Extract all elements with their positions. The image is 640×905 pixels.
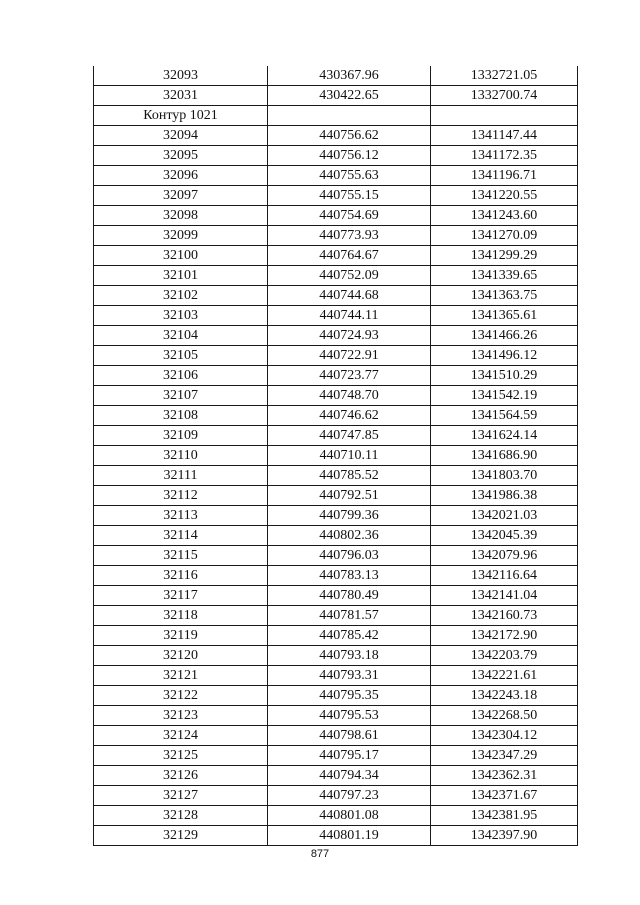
table-row: [94, 166, 578, 186]
table-row: [94, 786, 578, 806]
y-coordinate-cell: [431, 106, 578, 126]
point-number-cell: 32117: [94, 586, 268, 606]
x-coordinate-cell: 440710.11: [268, 446, 431, 466]
table-row: [94, 606, 578, 626]
y-coordinate-cell: 1342362.31: [431, 766, 578, 786]
x-coordinate-cell: 440756.62: [268, 126, 431, 146]
x-coordinate-cell: 440783.13: [268, 566, 431, 586]
table-row: [94, 566, 578, 586]
y-coordinate-cell: 1341339.65: [431, 266, 578, 286]
y-coordinate-cell: 1341220.55: [431, 186, 578, 206]
table-row: [94, 246, 578, 266]
x-coordinate-cell: 440722.91: [268, 346, 431, 366]
table-row: [94, 266, 578, 286]
x-coordinate-cell: 440764.67: [268, 246, 431, 266]
x-coordinate-cell: 440746.62: [268, 406, 431, 426]
x-coordinate-cell: 440795.53: [268, 706, 431, 726]
y-coordinate-cell: 1342045.39: [431, 526, 578, 546]
x-coordinate-cell: 440801.08: [268, 806, 431, 826]
point-number-cell: 32108: [94, 406, 268, 426]
point-number-cell: Контур 1021: [94, 106, 268, 126]
point-number-cell: 32126: [94, 766, 268, 786]
y-coordinate-cell: 1341624.14: [431, 426, 578, 446]
y-coordinate-cell: 1341803.70: [431, 466, 578, 486]
table-row: [94, 226, 578, 246]
table-row: [94, 446, 578, 466]
table-row: [94, 586, 578, 606]
x-coordinate-cell: 440781.57: [268, 606, 431, 626]
point-number-cell: 32121: [94, 666, 268, 686]
x-coordinate-cell: 440756.12: [268, 146, 431, 166]
y-coordinate-cell: 1342160.73: [431, 606, 578, 626]
point-number-cell: 32129: [94, 826, 268, 846]
point-number-cell: 32128: [94, 806, 268, 826]
x-coordinate-cell: 440801.19: [268, 826, 431, 846]
y-coordinate-cell: 1342221.61: [431, 666, 578, 686]
x-coordinate-cell: 440723.77: [268, 366, 431, 386]
x-coordinate-cell: [268, 106, 431, 126]
table-row: [94, 466, 578, 486]
x-coordinate-cell: 440799.36: [268, 506, 431, 526]
table-row: [94, 406, 578, 426]
point-number-cell: 32112: [94, 486, 268, 506]
table-row: [94, 666, 578, 686]
table-row: [94, 146, 578, 166]
table-row: [94, 326, 578, 346]
point-number-cell: 32102: [94, 286, 268, 306]
y-coordinate-cell: 1341510.29: [431, 366, 578, 386]
point-number-cell: 32116: [94, 566, 268, 586]
y-coordinate-cell: 1342397.90: [431, 826, 578, 846]
y-coordinate-cell: 1341243.60: [431, 206, 578, 226]
y-coordinate-cell: 1342304.12: [431, 726, 578, 746]
table-row: [94, 546, 578, 566]
x-coordinate-cell: 440755.63: [268, 166, 431, 186]
x-coordinate-cell: 440797.23: [268, 786, 431, 806]
y-coordinate-cell: 1342021.03: [431, 506, 578, 526]
y-coordinate-cell: 1341986.38: [431, 486, 578, 506]
point-number-cell: 32113: [94, 506, 268, 526]
point-number-cell: 32123: [94, 706, 268, 726]
point-number-cell: 32103: [94, 306, 268, 326]
coordinates-table: [93, 66, 578, 846]
y-coordinate-cell: 1341299.29: [431, 246, 578, 266]
table-row: [94, 286, 578, 306]
point-number-cell: 32097: [94, 186, 268, 206]
y-coordinate-cell: 1342371.67: [431, 786, 578, 806]
x-coordinate-cell: 440798.61: [268, 726, 431, 746]
table-row: [94, 826, 578, 846]
page-number: 877: [310, 848, 330, 860]
point-number-cell: 32105: [94, 346, 268, 366]
point-number-cell: 32125: [94, 746, 268, 766]
table-row: [94, 526, 578, 546]
table-row: [94, 806, 578, 826]
table-row: [94, 686, 578, 706]
table-row: [94, 766, 578, 786]
y-coordinate-cell: 1341466.26: [431, 326, 578, 346]
point-number-cell: 32111: [94, 466, 268, 486]
y-coordinate-cell: 1341147.44: [431, 126, 578, 146]
x-coordinate-cell: 440747.85: [268, 426, 431, 446]
table-row: [94, 646, 578, 666]
point-number-cell: 32110: [94, 446, 268, 466]
point-number-cell: 32122: [94, 686, 268, 706]
point-number-cell: 32093: [94, 66, 268, 86]
x-coordinate-cell: 440795.17: [268, 746, 431, 766]
x-coordinate-cell: 440793.18: [268, 646, 431, 666]
x-coordinate-cell: 440785.42: [268, 626, 431, 646]
y-coordinate-cell: 1342079.96: [431, 546, 578, 566]
point-number-cell: 32031: [94, 86, 268, 106]
point-number-cell: 32094: [94, 126, 268, 146]
table-row: [94, 66, 578, 86]
x-coordinate-cell: 440780.49: [268, 586, 431, 606]
table-row: [94, 186, 578, 206]
y-coordinate-cell: 1341564.59: [431, 406, 578, 426]
x-coordinate-cell: 440752.09: [268, 266, 431, 286]
coordinates-table-body: [94, 66, 578, 846]
point-number-cell: 32127: [94, 786, 268, 806]
point-number-cell: 32119: [94, 626, 268, 646]
point-number-cell: 32095: [94, 146, 268, 166]
point-number-cell: 32101: [94, 266, 268, 286]
x-coordinate-cell: 440794.34: [268, 766, 431, 786]
point-number-cell: 32098: [94, 206, 268, 226]
x-coordinate-cell: 440724.93: [268, 326, 431, 346]
table-row: [94, 726, 578, 746]
table-row: [94, 346, 578, 366]
y-coordinate-cell: 1341172.35: [431, 146, 578, 166]
y-coordinate-cell: 1341363.75: [431, 286, 578, 306]
table-row: [94, 366, 578, 386]
y-coordinate-cell: 1342268.50: [431, 706, 578, 726]
y-coordinate-cell: 1342203.79: [431, 646, 578, 666]
x-coordinate-cell: 440792.51: [268, 486, 431, 506]
table-row: [94, 426, 578, 446]
y-coordinate-cell: 1332721.05: [431, 66, 578, 86]
y-coordinate-cell: 1341270.09: [431, 226, 578, 246]
y-coordinate-cell: 1341686.90: [431, 446, 578, 466]
point-number-cell: 32104: [94, 326, 268, 346]
point-number-cell: 32100: [94, 246, 268, 266]
y-coordinate-cell: 1342381.95: [431, 806, 578, 826]
table-row: [94, 386, 578, 406]
y-coordinate-cell: 1341542.19: [431, 386, 578, 406]
point-number-cell: 32109: [94, 426, 268, 446]
y-coordinate-cell: 1342243.18: [431, 686, 578, 706]
table-row: [94, 746, 578, 766]
point-number-cell: 32115: [94, 546, 268, 566]
table-row: [94, 206, 578, 226]
table-row: [94, 126, 578, 146]
point-number-cell: 32107: [94, 386, 268, 406]
y-coordinate-cell: 1341196.71: [431, 166, 578, 186]
x-coordinate-cell: 440802.36: [268, 526, 431, 546]
y-coordinate-cell: 1342172.90: [431, 626, 578, 646]
x-coordinate-cell: 440754.69: [268, 206, 431, 226]
x-coordinate-cell: 440744.68: [268, 286, 431, 306]
table-row: [94, 486, 578, 506]
x-coordinate-cell: 440755.15: [268, 186, 431, 206]
x-coordinate-cell: 440793.31: [268, 666, 431, 686]
x-coordinate-cell: 440785.52: [268, 466, 431, 486]
table-row: [94, 506, 578, 526]
point-number-cell: 32096: [94, 166, 268, 186]
point-number-cell: 32124: [94, 726, 268, 746]
x-coordinate-cell: 430422.65: [268, 86, 431, 106]
y-coordinate-cell: 1342347.29: [431, 746, 578, 766]
table-row: [94, 86, 578, 106]
table-row: [94, 106, 578, 126]
table-row: [94, 306, 578, 326]
table-row: [94, 706, 578, 726]
point-number-cell: 32099: [94, 226, 268, 246]
x-coordinate-cell: 440748.70: [268, 386, 431, 406]
table-row: [94, 626, 578, 646]
point-number-cell: 32106: [94, 366, 268, 386]
x-coordinate-cell: 440773.93: [268, 226, 431, 246]
y-coordinate-cell: 1332700.74: [431, 86, 578, 106]
x-coordinate-cell: 440796.03: [268, 546, 431, 566]
x-coordinate-cell: 430367.96: [268, 66, 431, 86]
y-coordinate-cell: 1341365.61: [431, 306, 578, 326]
point-number-cell: 32120: [94, 646, 268, 666]
point-number-cell: 32114: [94, 526, 268, 546]
point-number-cell: 32118: [94, 606, 268, 626]
x-coordinate-cell: 440795.35: [268, 686, 431, 706]
y-coordinate-cell: 1342141.04: [431, 586, 578, 606]
x-coordinate-cell: 440744.11: [268, 306, 431, 326]
y-coordinate-cell: 1342116.64: [431, 566, 578, 586]
y-coordinate-cell: 1341496.12: [431, 346, 578, 366]
